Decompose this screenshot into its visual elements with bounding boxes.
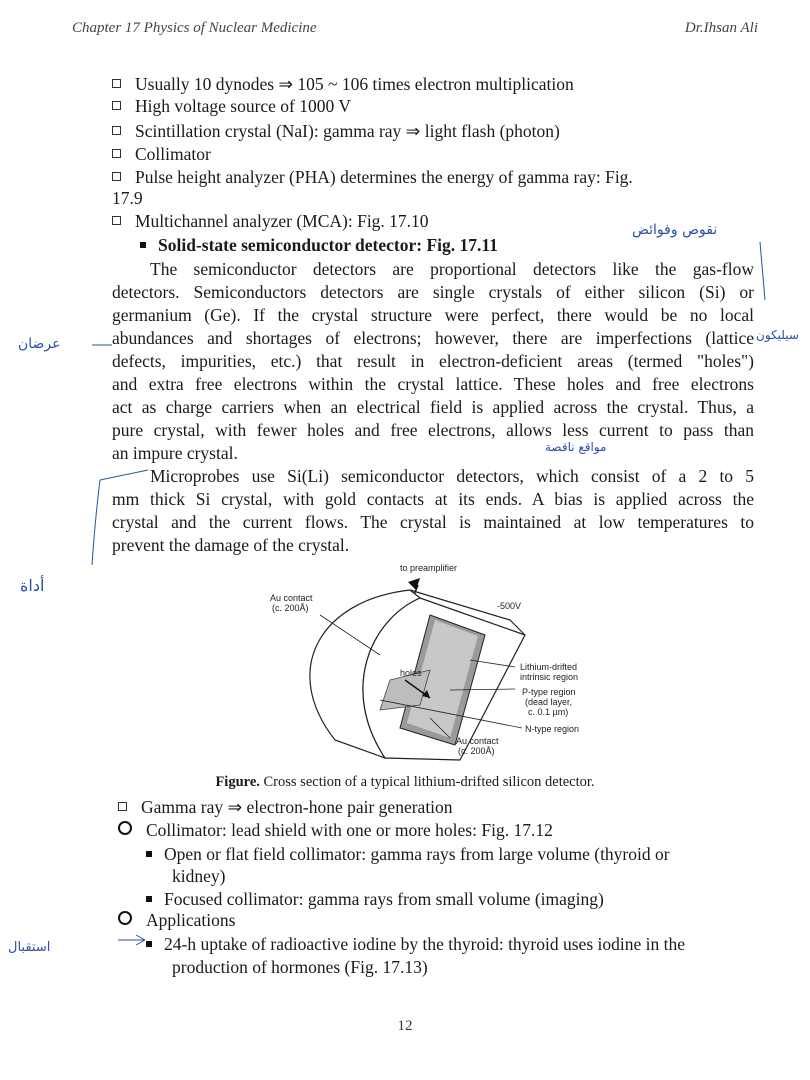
section-heading — [140, 234, 498, 256]
bullet-text: Scintillation crystal (NaI): gamma ray ⇒ light flash (photon) — [135, 121, 560, 141]
bullet-applications — [118, 909, 235, 931]
bullet-text: Open or flat field collimator: gamma rays from large volume (thyroid or — [164, 844, 670, 864]
filled-bullet-icon — [146, 851, 152, 857]
bullet-focused-collimator — [146, 888, 604, 910]
para2-line: prevent the damage of the crystal. — [112, 535, 350, 555]
caption-label: Figure. — [215, 774, 260, 790]
para1-line: an impure crystal. — [112, 443, 238, 463]
handwritten-note: استقبال — [8, 940, 51, 955]
bullet-text: Usually 10 dynodes ⇒ 105 ~ 106 times electron multiplication — [135, 74, 574, 94]
bullet-dynodes — [112, 73, 574, 95]
para1-line: pure crystal, with fewer holes and free electrons, allows less current to pass than — [112, 420, 754, 440]
label-au-contact-top-size: (c. 200Å) — [272, 603, 309, 613]
label-lithium-1: Lithium-drifted — [520, 662, 578, 672]
label-lithium-2: intrinsic region — [520, 672, 579, 682]
square-bullet-icon — [112, 172, 121, 181]
bullet-text: Multichannel analyzer (MCA): Fig. 17.10 — [135, 211, 429, 231]
label-ptype-1: P-type region — [522, 687, 576, 697]
label-ptype-2: (dead layer, — [525, 697, 573, 707]
square-bullet-icon — [112, 101, 121, 110]
bullet-pha — [112, 166, 633, 188]
bullet-text: High voltage source of 1000 V — [135, 96, 351, 116]
label-ntype: N-type region — [525, 724, 580, 734]
bullet-text: Gamma ray ⇒ electron-hone pair generation — [141, 797, 453, 817]
bullet-text: Collimator: lead shield with one or more holes: Fig. 17.12 — [146, 820, 553, 840]
para1-line: abundances and shortages of electrons; however, there are imperfections (lattice — [112, 328, 754, 348]
circle-bullet-icon — [118, 911, 132, 925]
label-au-contact-bottom: Au contact — [456, 736, 499, 746]
square-bullet-icon — [112, 216, 121, 225]
filled-bullet-icon — [146, 896, 152, 902]
square-bullet-icon — [118, 802, 127, 811]
caption-text: Cross section of a typical lithium-drifted silicon detector. — [259, 774, 595, 790]
para1-line: detectors. Semiconductors detectors are single crystals of either silicon (Si) or — [112, 282, 754, 302]
bullet-mca — [112, 210, 429, 232]
figure-caption — [0, 774, 810, 791]
handwritten-note: نقوص وفوائض — [632, 222, 718, 238]
square-bullet-icon — [112, 126, 121, 135]
para2-line: crystal and the current flows. The crystal is maintained at low temperatures to — [112, 512, 754, 532]
label-voltage: -500V — [497, 601, 522, 611]
header-chapter-title: Chapter 17 Physics of Nuclear Medicine — [72, 20, 317, 36]
handwritten-note: مواقع ناقصة — [545, 440, 607, 454]
para1-line: act as charge carriers when an electrical field is applied across the crystal. Thus, a — [112, 397, 754, 417]
bullet-text: Focused collimator: gamma rays from small volume (imaging) — [164, 889, 604, 909]
label-au-contact-top: Au contact — [270, 593, 313, 603]
bullet-iodine-uptake — [146, 933, 685, 955]
bullet-scintillation — [112, 120, 560, 142]
bullet-gamma-pair — [118, 796, 453, 818]
bullet-text: Collimator — [135, 144, 211, 164]
para1-line: germanium (Ge). If the crystal structure were perfect, there would be no local — [112, 305, 754, 325]
bullet-collimator-shield — [118, 819, 553, 841]
handwritten-note: سيليكون — [756, 328, 799, 342]
bullet-collimator — [112, 143, 211, 165]
bullet-high-voltage — [112, 95, 351, 117]
bullet-pha-continued: 17.9 — [112, 188, 143, 208]
handwritten-note: أداة — [20, 576, 45, 595]
bullet-text: 24-h uptake of radioactive iodine by the thyroid: thyroid uses iodine in the — [164, 934, 685, 954]
page-number: 12 — [397, 1018, 413, 1034]
para2-line: Microprobes use Si(Li) semiconductor detectors, which consist of a 2 to 5 — [150, 466, 754, 486]
detector-figure — [260, 560, 620, 770]
bullet-iodine-uptake-continued: production of hormones (Fig. 17.13) — [172, 957, 428, 977]
filled-bullet-icon — [146, 941, 152, 947]
label-ptype-3: c. 0.1 µm) — [528, 707, 569, 717]
bullet-open-collimator-continued: kidney) — [172, 866, 226, 886]
label-to-preamplifier: to preamplifier — [400, 563, 458, 573]
bullet-open-collimator — [146, 843, 670, 865]
filled-bullet-icon — [140, 242, 146, 248]
para1-line: and extra free electrons within the crystal lattice. These holes and free electrons — [112, 374, 754, 394]
header-author: Dr.Ihsan Ali — [684, 20, 758, 36]
label-au-contact-bottom-size: (c. 200Å) — [458, 746, 495, 756]
para1-line: The semiconductor detectors are proportional detectors like the gas-flow — [150, 259, 754, 279]
para2-line: mm thick Si crystal, with gold contacts at its ends. A bias is applied across the — [112, 489, 754, 509]
handwritten-note: عرضان — [18, 336, 61, 352]
heading-text: Solid-state semiconductor detector: Fig. 17.11 — [158, 235, 498, 255]
square-bullet-icon — [112, 79, 121, 88]
square-bullet-icon — [112, 149, 121, 158]
circle-bullet-icon — [118, 821, 132, 835]
bullet-text: Pulse height analyzer (PHA) determines the energy of gamma ray: Fig. — [135, 167, 633, 187]
label-holes: holes — [400, 668, 422, 678]
bullet-text: Applications — [146, 910, 236, 930]
para1-line: defects, impurities, etc.) that result in electron-deficient areas (termed "holes") — [112, 351, 754, 371]
